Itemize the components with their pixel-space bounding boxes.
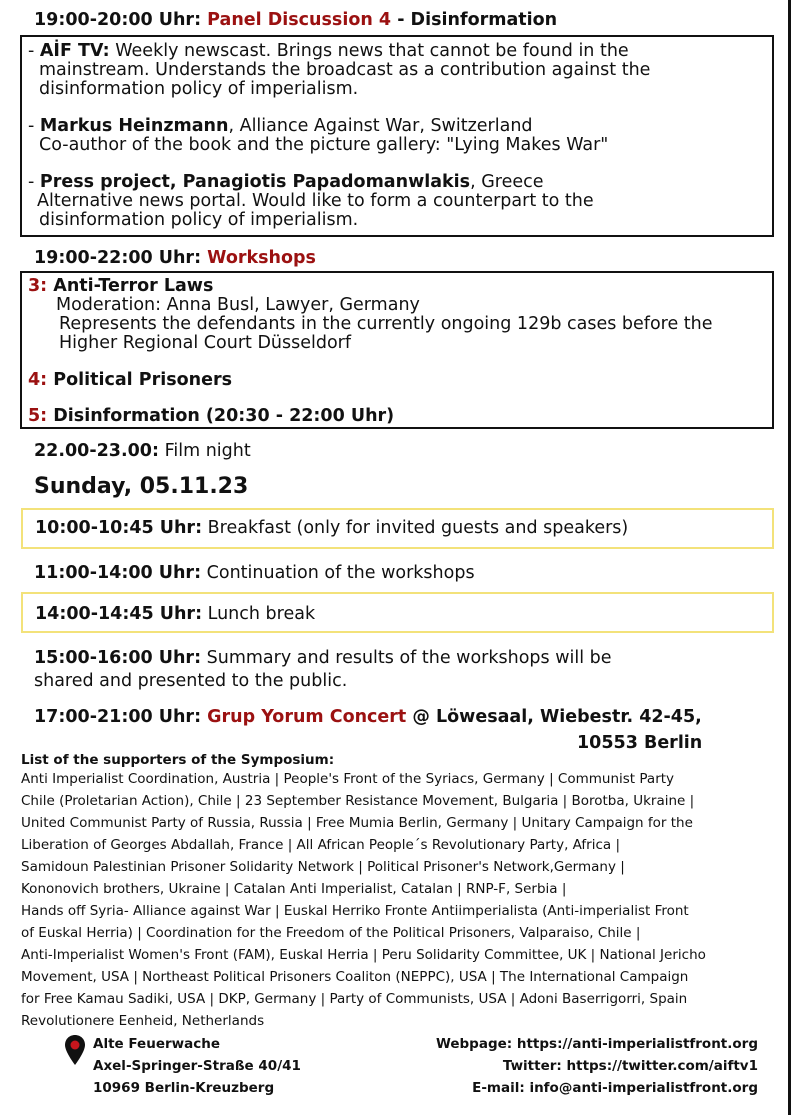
concert-time: 17:00-21:00 Uhr:: [34, 707, 202, 727]
workshop-3: [28, 277, 213, 296]
email-link[interactable]: E-mail: info@anti-imperialistfront.org: [472, 1080, 758, 1096]
supporters-line: Movement, USA | Northeast Political Prisoners Coaliton (NEPPC), USA | The International Campaign: [21, 969, 689, 985]
supporters-line: Chile (Proletarian Action), Chile | 23 September Resistance Movement, Bulgaria | Borotba, Ukraine |: [21, 793, 695, 809]
film-label: Film night: [164, 441, 251, 461]
workshop-detail: Moderation: Anna Busl, Lawyer, Germany: [56, 295, 420, 315]
film-night: [34, 441, 251, 462]
speaker-line: mainstream. Understands the broadcast as a contribution against the: [39, 60, 651, 80]
supporters-line: Revolutionere Eenheid, Netherlands: [21, 1013, 265, 1029]
breakfast-box: [21, 508, 774, 549]
supporters-list: [21, 768, 706, 1032]
workshop-title: Anti-Terror Laws: [53, 276, 214, 296]
workshop-detail: Higher Regional Court Düsseldorf: [59, 333, 352, 353]
speaker-name: Press project, Panagiotis Papadomanwlakis: [39, 172, 471, 192]
concert-venue: @ Löwesaal, Wiebestr. 42-45,: [412, 707, 702, 727]
item-time: 15:00-16:00 Uhr:: [34, 648, 202, 668]
map-pin-icon: [64, 1034, 86, 1066]
summary-item-cont: shared and presented to the public.: [34, 671, 348, 691]
address-line: 10969 Berlin-Kreuzberg: [93, 1080, 275, 1096]
workshop-4: [28, 371, 232, 390]
supporters-line: Liberation of Georges Abdallah, France | All African People´s Revolutionary Party, Africa |: [21, 837, 621, 853]
workshops-title: Workshops: [207, 248, 316, 268]
supporters-line: of Euskal Herria) | Coordination for the Freedom of the Political Prisoners, Valparaiso, Chile |: [21, 925, 641, 941]
supporters-heading: List of the supporters of the Symposium:: [21, 752, 335, 768]
supporters-line: Anti Imperialist Coordination, Austria | People's Front of the Syriacs, Germany | Communist Party: [21, 771, 675, 787]
item-label: Breakfast (only for invited guests and speakers): [207, 518, 629, 538]
workshop-5: [28, 407, 394, 426]
item-label: Continuation of the workshops: [206, 563, 475, 583]
lunch-box: [21, 592, 774, 633]
supporters-line: Anti-Imperialist Women's Front (FAM), Euskal Herria | Peru Solidarity Committee, UK | National Jericho: [21, 947, 706, 963]
panel-heading: [34, 10, 557, 31]
speaker-line: disinformation policy of imperialism.: [39, 210, 359, 230]
film-time: 22.00-23.00:: [34, 441, 159, 461]
panel-speakers-box: [20, 35, 774, 237]
supporters-line: for Free Kamau Sadiki, USA | DKP, Germany | Party of Communists, USA | Adoni Baserrigorri, Spain: [21, 991, 688, 1007]
workshops-heading: [34, 248, 316, 269]
item-label: Summary and results of the workshops will be: [206, 648, 612, 668]
workshop-title: Disinformation (20:30 - 22:00 Uhr): [53, 406, 395, 426]
speaker-press-project: - Press project, Panagiotis Papadomanwlakis, Greece: [28, 172, 544, 192]
speaker-line: , Alliance Against War, Switzerland: [228, 116, 533, 136]
item-time: 11:00-14:00 Uhr:: [34, 563, 202, 583]
speaker-line: Alternative news portal. Would like to form a counterpart to the: [37, 191, 594, 211]
item-label: Lunch break: [207, 604, 316, 624]
speaker-name: AİF TV:: [39, 41, 110, 61]
workshops-time: 19:00-22:00 Uhr:: [34, 248, 202, 268]
supporters-line: United Communist Party of Russia, Russia | Free Mumia Berlin, Germany | Unitary Campaign for the: [21, 815, 693, 831]
speaker-line: , Greece: [470, 172, 544, 192]
speaker-aif: - AİF TV: Weekly newscast. Brings news that cannot be found in the: [28, 41, 629, 61]
item-time: 10:00-10:45 Uhr:: [35, 518, 203, 538]
webpage-link[interactable]: Webpage: https://anti-imperialistfront.org: [435, 1036, 758, 1052]
workshop-number: 3:: [28, 276, 48, 296]
supporters-line: Hands off Syria- Alliance against War | Euskal Herriko Fronte Antiimperialista (Anti-imperialist Front: [21, 903, 689, 919]
right-edge-rule: [788, 0, 791, 1115]
workshop-number: 5:: [28, 406, 48, 426]
workshop-number: 4:: [28, 370, 48, 390]
panel-time: 19:00-20:00 Uhr:: [34, 10, 202, 30]
venue-address: [93, 1033, 301, 1099]
lunch-item: [35, 604, 315, 625]
panel-title: Panel Discussion 4: [207, 10, 392, 30]
speaker-heinzmann: - Markus Heinzmann, Alliance Against War, Switzerland: [28, 116, 533, 136]
speaker-line: Co-author of the book and the picture gallery: "Lying Makes War": [39, 135, 609, 155]
concert-city: 10553 Berlin: [577, 733, 703, 753]
day-heading: Sunday, 05.11.23: [34, 474, 249, 499]
speaker-name: Markus Heinzmann: [39, 116, 229, 136]
workshop-detail: Represents the defendants in the currently ongoing 129b cases before the: [59, 314, 713, 334]
twitter-link[interactable]: Twitter: https://twitter.com/aiftv1: [502, 1058, 758, 1074]
summary-item: [34, 648, 612, 669]
concert-title: Grup Yorum Concert: [207, 707, 407, 727]
speaker-line: disinformation policy of imperialism.: [39, 79, 359, 99]
continuation-item: [34, 563, 475, 584]
speaker-line: Weekly newscast. Brings news that cannot be found in the: [115, 41, 629, 61]
address-line: Alte Feuerwache: [93, 1036, 220, 1052]
panel-suffix: - Disinformation: [397, 10, 558, 30]
contact-info: [436, 1033, 758, 1099]
workshop-title: Political Prisoners: [53, 370, 233, 390]
item-time: 14:00-14:45 Uhr:: [35, 604, 203, 624]
breakfast-item: [35, 518, 628, 539]
workshops-box: [20, 271, 774, 429]
supporters-line: Kononovich brothers, Ukraine | Catalan Anti Imperialist, Catalan | RNP-F, Serbia |: [21, 881, 567, 897]
concert-line: [34, 707, 702, 728]
supporters-line: Samidoun Palestinian Prisoner Solidarity Network | Political Prisoner's Network,Germany |: [21, 859, 625, 875]
address-line: Axel-Springer-Straße 40/41: [93, 1058, 301, 1074]
